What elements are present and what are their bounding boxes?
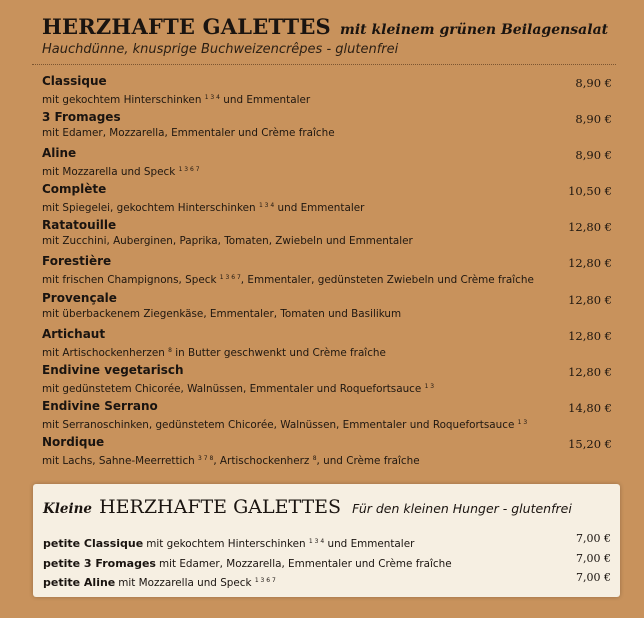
allergen-footnote: 1 3 6 7: [219, 274, 241, 282]
menu-item-description: [42, 380, 434, 396]
menu-item: [42, 291, 612, 327]
desc-text: mit Zucchini, Auberginen, Paprika, Tomaten, Zwiebeln und Emmentaler: [42, 235, 413, 248]
menu-item-description: [42, 344, 386, 360]
menu-item-description: [42, 452, 420, 468]
menu-item-name: 3 Fromages: [42, 110, 121, 125]
desc-text: mit Edamer, Mozzarella, Emmentaler und Crème fraîche: [42, 127, 335, 140]
desc-text: mit Artischockenherzen: [42, 346, 169, 359]
desc-text: und Emmentaler: [219, 94, 311, 106]
box-menu-item: [43, 571, 611, 591]
page-title: HERZHAFTE GALETTES: [42, 14, 331, 39]
box-title-prefix: Kleine: [43, 501, 92, 517]
box-item-price: 7,00 €: [576, 571, 611, 584]
box-item-list: [43, 532, 611, 591]
box-item-price: 7,00 €: [576, 551, 611, 565]
desc-text: mit gekochtem Hinterschinken: [146, 538, 309, 550]
menu-item-price: 8,90 €: [575, 112, 612, 127]
menu-item-name: Aline: [42, 146, 77, 161]
title-line: [42, 14, 642, 39]
desc-text: mit gekochtem Hinterschinken: [42, 94, 205, 106]
desc-text: , und Crème fraîche: [316, 454, 420, 467]
allergen-footnote: 1 3 4: [258, 202, 275, 210]
menu-item-name: Endivine Serrano: [42, 398, 158, 413]
allergen-footnote: 1 3: [424, 382, 435, 390]
menu-item-price: 12,80 €: [568, 256, 612, 271]
box-item-description: [159, 558, 452, 570]
header-divider: [32, 64, 616, 65]
box-item-name: petite 3 Fromages: [43, 556, 156, 570]
box-title: [43, 496, 572, 518]
desc-text: mit frischen Champignons, Speck: [42, 274, 220, 287]
menu-item: [42, 399, 612, 435]
desc-text: mit überbackenem Ziegenkäse, Emmentaler, Tomaten und Basilikum: [42, 307, 402, 320]
menu-item-name: Artichaut: [42, 326, 106, 341]
allergen-footnote: 8: [312, 454, 317, 462]
desc-text: , Emmentaler, gedünsteten Zwiebeln und Crème fraîche: [240, 274, 534, 287]
desc-text: mit Lachs, Sahne-Meerrettich: [42, 454, 199, 467]
kids-menu-box: [33, 484, 620, 597]
box-title-main: HERZHAFTE GALETTES: [99, 496, 342, 518]
menu-item-price: 12,80 €: [568, 364, 612, 379]
allergen-footnote: 1 3: [517, 418, 528, 426]
menu-item-price: 10,50 €: [568, 184, 612, 199]
desc-text: mit Edamer, Mozzarella, Emmentaler und Crème fraîche: [158, 557, 452, 570]
box-item-description: [118, 577, 276, 589]
menu-item-name: Provençale: [42, 290, 117, 305]
menu-item-price: 14,80 €: [568, 400, 612, 415]
menu-item: [42, 110, 612, 146]
box-item-name: petite Aline: [43, 576, 116, 589]
menu-header: [42, 14, 642, 57]
title-suffix: mit kleinem grünen Beilagensalat: [340, 22, 609, 38]
menu-item-name: Forestière: [42, 254, 112, 269]
desc-text: mit Serranoschinken, gedünstetem Chicorée, Walnüssen, Emmentaler und Roquefortsauce: [42, 418, 518, 431]
menu-item-price: 12,80 €: [568, 292, 612, 307]
menu-item-price: 12,80 €: [568, 220, 612, 235]
allergen-footnote: 8: [168, 346, 172, 354]
desc-text: in Butter geschwenkt und Crème fraîche: [171, 346, 386, 359]
menu-item: [42, 254, 612, 290]
menu-item: [42, 327, 612, 363]
menu-item-name: Ratatouille: [42, 218, 117, 233]
menu-item-description: [42, 416, 527, 432]
menu-item: [42, 363, 612, 399]
allergen-footnote: 1 3 6 7: [178, 166, 200, 174]
box-title-suffix: Für den kleinen Hunger - glutenfrei: [352, 501, 572, 516]
desc-text: mit gedünstetem Chicorée, Walnüssen, Emmentaler und Roquefortsauce: [42, 382, 425, 395]
menu-item-description: [42, 308, 401, 321]
box-item-description: [146, 538, 414, 550]
page-subtitle: Hauchdünne, knusprige Buchweizencrêpes - glutenfrei: [42, 42, 399, 57]
desc-text: mit Mozzarella und Speck: [42, 166, 179, 179]
menu-item-description: [42, 271, 534, 287]
box-menu-item: [43, 532, 611, 552]
menu-item: [42, 218, 612, 254]
menu-item-name: Nordique: [42, 434, 105, 449]
box-item-price: 7,00 €: [576, 532, 611, 545]
menu-item-description: [42, 127, 335, 140]
allergen-footnote: 1 3 6 7: [254, 577, 276, 584]
menu-list: [42, 74, 612, 471]
box-menu-item: [43, 552, 611, 572]
menu-item-name: Classique: [42, 74, 107, 88]
menu-item: [42, 74, 612, 110]
allergen-footnote: 3 7 8: [198, 454, 214, 462]
desc-text: , Artischockenherz: [213, 454, 313, 467]
menu-item-price: 8,90 €: [575, 148, 612, 163]
desc-text: und Emmentaler: [274, 202, 365, 215]
menu-item: [42, 435, 612, 471]
menu-item: [42, 146, 612, 182]
desc-text: mit Mozzarella und Speck: [118, 577, 255, 589]
menu-item-description: [42, 199, 364, 215]
allergen-footnote: 1 3 4: [204, 94, 220, 101]
menu-item-name: Complète: [42, 182, 107, 197]
menu-item-price: 8,90 €: [575, 76, 612, 90]
menu-item-name: Endivine vegetarisch: [42, 362, 184, 377]
menu-item-description: [42, 163, 200, 179]
allergen-footnote: 1 3 4: [308, 538, 325, 545]
menu-item-description: [42, 235, 413, 248]
menu-item: [42, 182, 612, 218]
menu-item-price: 12,80 €: [568, 328, 612, 343]
box-item-name: petite Classique: [43, 537, 144, 550]
menu-item-price: 15,20 €: [568, 436, 612, 451]
desc-text: mit Spiegelei, gekochtem Hinterschinken: [42, 202, 259, 215]
menu-item-description: [42, 91, 310, 107]
desc-text: und Emmentaler: [324, 538, 415, 550]
